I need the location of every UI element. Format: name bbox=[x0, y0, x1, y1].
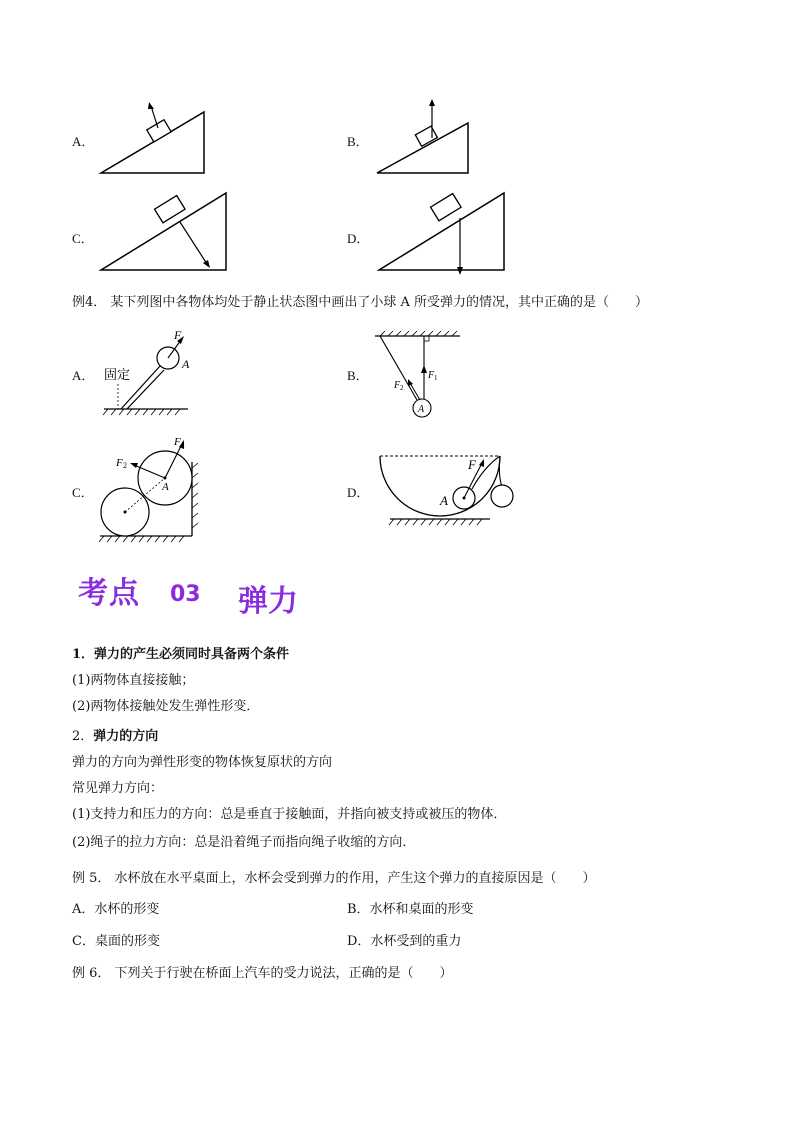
ex4b-ball-label: A bbox=[418, 404, 425, 415]
example5-option-b: B．水杯和桌面的形变 bbox=[347, 902, 474, 917]
ex4-option-b-label: B． bbox=[347, 368, 369, 383]
ex4d-force-label: F bbox=[468, 457, 476, 472]
section-badge bbox=[78, 568, 338, 620]
ex4c-f2-label: F bbox=[116, 457, 123, 469]
common-directions-label: 常见弹力方向： bbox=[72, 781, 164, 796]
ex4-diagram-c bbox=[96, 432, 206, 547]
ex4-diagram-a bbox=[100, 322, 210, 422]
heading-direction-text: 弹力的方向 bbox=[93, 729, 159, 744]
q3-diagram-c bbox=[96, 188, 236, 278]
ex4b-f2-sub: 2 bbox=[400, 384, 404, 392]
example5-question: 例 5． 水杯放在水平桌面上，水杯会受到弹力的作用，产生这个弹力的直接原因是（ ） bbox=[72, 871, 596, 886]
section-badge-text: 考点 bbox=[78, 576, 140, 611]
ex4c-f2-sub: 2 bbox=[123, 461, 127, 470]
ex4d-ball-label: A bbox=[440, 493, 448, 508]
ex4-diagram-d bbox=[376, 447, 521, 529]
ex4-option-a-label: A． bbox=[72, 368, 95, 383]
q3-option-b-label: B． bbox=[347, 134, 369, 149]
example5-option-c: C．桌面的形变 bbox=[72, 934, 160, 949]
condition-2: (2)两物体接触处发生弹性形变． bbox=[72, 699, 260, 714]
q3-diagram-b bbox=[372, 96, 482, 176]
ex4c-f1-sub: 1 bbox=[181, 440, 185, 449]
ex4b-f1-label: F bbox=[428, 370, 435, 381]
ex4c-ball-label: A bbox=[162, 481, 169, 493]
ex4a-ball-label: A bbox=[182, 357, 190, 371]
q3-option-d-label: D． bbox=[347, 231, 370, 246]
ex4-option-c-label: C． bbox=[72, 485, 94, 500]
condition-1: (1)两物体直接接触； bbox=[72, 673, 195, 688]
direction-definition: 弹力的方向为弹性形变的物体恢复原状的方向 bbox=[72, 755, 333, 770]
ex4c-f1-label: F bbox=[174, 436, 181, 448]
example4-question: 例4． 某下列图中各物体均处于静止状态图中画出了小球 A 所受弹力的情况，其中正确的是（ ） bbox=[72, 295, 649, 310]
ex4-option-d-label: D． bbox=[347, 485, 370, 500]
ex4a-force-label: F bbox=[174, 328, 182, 342]
rope-tension-direction: (2)绳子的拉力方向：总是沿着绳子而指向绳子收缩的方向． bbox=[72, 835, 416, 850]
example5-option-d: D．水杯受到的重力 bbox=[347, 934, 462, 949]
q3-diagram-d bbox=[374, 188, 514, 278]
q3-option-c-label: C． bbox=[72, 231, 94, 246]
example6-question: 例 6． 下列关于行驶在桥面上汽车的受力说法，正确的是（ ） bbox=[72, 966, 453, 981]
q3-option-a-label: A． bbox=[72, 134, 95, 149]
example5-option-a: A．水杯的形变 bbox=[72, 902, 160, 917]
section-title: 弹力 bbox=[238, 584, 298, 619]
heading-direction bbox=[72, 728, 158, 746]
section-number: 03 bbox=[170, 582, 201, 607]
ex4b-f2-label: F bbox=[394, 380, 401, 391]
ex4a-fixed-label: 固定 bbox=[104, 367, 131, 382]
ex4b-f1-sub: 1 bbox=[434, 374, 438, 382]
heading-conditions: 1．弹力的产生必须同时具备两个条件 bbox=[72, 647, 290, 662]
heading-direction-number: 2． bbox=[72, 729, 94, 744]
ex4-diagram-b bbox=[370, 328, 465, 423]
q3-diagram-a bbox=[96, 96, 216, 176]
support-force-direction: (1)支持力和压力的方向：总是垂直于接触面，并指向被支持或被压的物体． bbox=[72, 807, 507, 822]
